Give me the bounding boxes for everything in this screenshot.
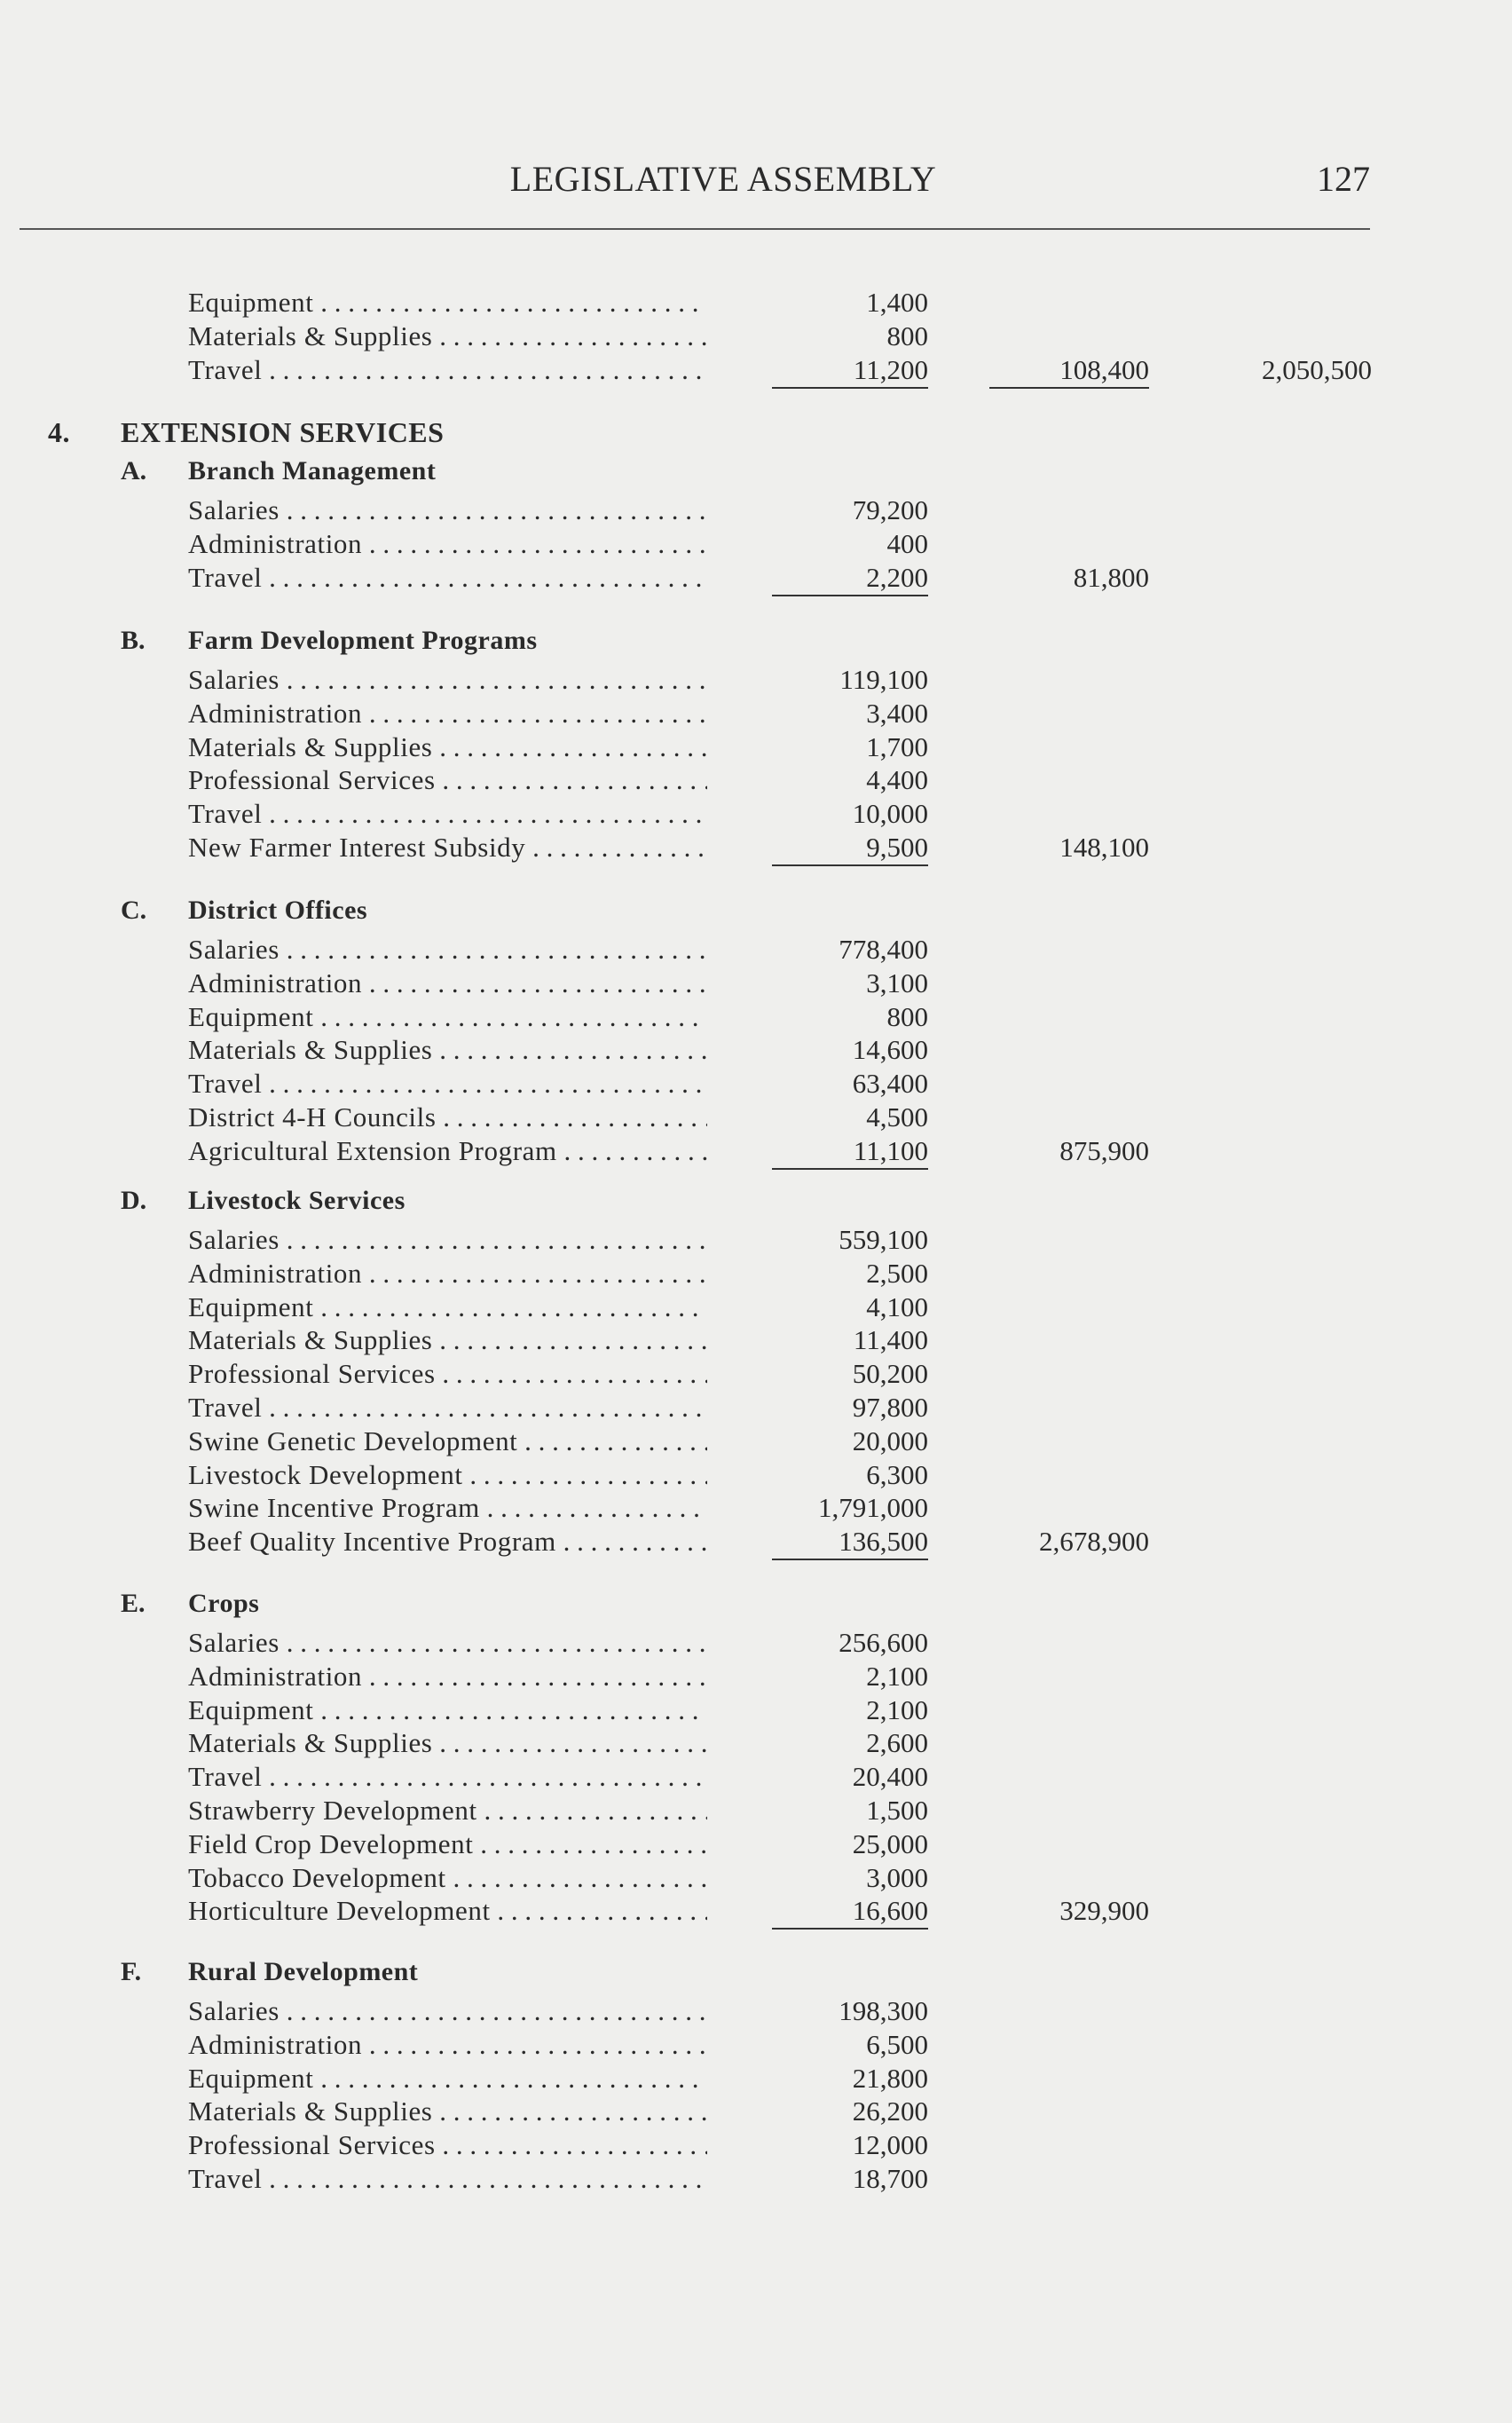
- line-item: [0, 1491, 1512, 1525]
- line-item: [0, 527, 1512, 561]
- page-number: 127: [1317, 159, 1370, 199]
- line-item-label: Materials & Supplies . . .: [188, 320, 707, 353]
- line-item-amount: 50,200: [852, 1358, 928, 1389]
- line-item-label: Strawberry Development . . .: [188, 1794, 707, 1827]
- line-item-amount: 21,800: [852, 2063, 928, 2094]
- line-item-amount: 800: [886, 320, 928, 351]
- line-item-label: Administration . . .: [188, 1257, 707, 1290]
- line-item-amount: 778,400: [839, 934, 928, 965]
- line-item: [0, 1794, 1512, 1827]
- subsection-letter: C.: [121, 896, 147, 925]
- line-item: [0, 320, 1512, 353]
- subtotal-amount: 81,800: [1073, 562, 1149, 593]
- line-item-label: Travel . . .: [188, 353, 707, 387]
- line-item-label: Equipment . . .: [188, 1000, 707, 1034]
- subtotal-amount: 108,400: [989, 353, 1149, 389]
- line-item-label: Materials & Supplies . . .: [188, 1726, 707, 1760]
- line-item: [0, 286, 1512, 320]
- section-number: 4.: [48, 416, 70, 448]
- line-item-amount: 16,600: [772, 1894, 928, 1930]
- line-item: [0, 1290, 1512, 1324]
- line-item-amount: 6,500: [866, 2029, 928, 2060]
- subsection-title: Crops: [188, 1589, 260, 1618]
- line-item: [0, 1067, 1512, 1101]
- line-item-amount: 79,200: [852, 494, 928, 525]
- line-item-amount: 119,100: [839, 664, 928, 695]
- line-item: [0, 1660, 1512, 1693]
- line-item-amount: 25,000: [852, 1828, 928, 1859]
- line-item-label: Materials & Supplies . . .: [188, 1033, 707, 1067]
- total-amount: 2,050,500: [1262, 354, 1372, 385]
- line-item-label: Administration . . .: [188, 2028, 707, 2062]
- line-item-amount: 3,400: [866, 698, 928, 729]
- line-item-amount: 20,400: [852, 1761, 928, 1792]
- line-item: [0, 1323, 1512, 1357]
- line-item-label: Salaries . . .: [188, 1223, 707, 1257]
- line-item: [0, 1894, 1512, 1928]
- line-item: [0, 763, 1512, 797]
- line-item-label: Travel . . .: [188, 1760, 707, 1794]
- line-item: [0, 797, 1512, 831]
- line-item-label: Professional Services . . .: [188, 1357, 707, 1391]
- line-item-amount: 1,500: [866, 1795, 928, 1826]
- line-item-label: Administration . . .: [188, 697, 707, 730]
- line-item-amount: 26,200: [852, 2095, 928, 2127]
- section-title: EXTENSION SERVICES: [121, 416, 445, 448]
- line-item-label: Travel . . .: [188, 2162, 707, 2196]
- line-item-amount: 20,000: [852, 1425, 928, 1456]
- line-item: [0, 1425, 1512, 1458]
- line-item-amount: 4,100: [866, 1291, 928, 1322]
- line-item: [0, 1357, 1512, 1391]
- line-item: [0, 2095, 1512, 2128]
- line-item: [0, 2028, 1512, 2062]
- line-item-label: Administration . . .: [188, 527, 707, 561]
- line-item-label: Administration . . .: [188, 967, 707, 1000]
- line-item: [0, 2162, 1512, 2196]
- line-item: [0, 1726, 1512, 1760]
- subsection-letter: A.: [121, 456, 147, 485]
- line-item-amount: 63,400: [852, 1068, 928, 1099]
- line-item-amount: 256,600: [839, 1627, 928, 1658]
- page-title: LEGISLATIVE ASSEMBLY: [509, 159, 937, 199]
- line-item-amount: 800: [886, 1001, 928, 1032]
- line-item: [0, 1000, 1512, 1034]
- line-item-label: Agricultural Extension Program . . .: [188, 1134, 707, 1168]
- subtotal-amount: 329,900: [1059, 1895, 1149, 1926]
- subtotal-amount: 2,678,900: [1039, 1526, 1149, 1557]
- subtotal-amount: 148,100: [1059, 832, 1149, 863]
- line-item: [0, 1525, 1512, 1559]
- line-item-amount: 14,600: [852, 1034, 928, 1065]
- line-item: [0, 1223, 1512, 1257]
- line-item-amount: 2,500: [866, 1258, 928, 1289]
- line-item-label: Travel . . .: [188, 1391, 707, 1425]
- line-item-label: Salaries . . .: [188, 933, 707, 967]
- line-item-amount: 4,400: [866, 764, 928, 795]
- line-item: [0, 1458, 1512, 1492]
- line-item: [0, 1626, 1512, 1660]
- line-item-label: Salaries . . .: [188, 1626, 707, 1660]
- line-item-amount: 6,300: [866, 1459, 928, 1490]
- line-item-label: Field Crop Development . . .: [188, 1827, 707, 1861]
- line-item-amount: 1,400: [866, 287, 928, 318]
- line-item: [0, 1693, 1512, 1727]
- line-item-label: Equipment . . .: [188, 286, 707, 320]
- line-item-amount: 3,000: [866, 1862, 928, 1893]
- line-item-amount: 1,791,000: [818, 1492, 928, 1523]
- line-item-label: New Farmer Interest Subsidy . . .: [188, 831, 707, 864]
- line-item-label: District 4-H Councils . . .: [188, 1101, 707, 1134]
- line-item-amount: 11,400: [853, 1324, 928, 1355]
- subsection-letter: F.: [121, 1957, 142, 1986]
- line-item: [0, 967, 1512, 1000]
- line-item-amount: 4,500: [866, 1101, 928, 1133]
- line-item: [0, 561, 1512, 595]
- line-item-label: Horticulture Development . . .: [188, 1894, 707, 1928]
- line-item-label: Salaries . . .: [188, 1994, 707, 2028]
- line-item-amount: 18,700: [852, 2163, 928, 2194]
- line-item-amount: 2,100: [866, 1661, 928, 1692]
- line-item: [0, 1033, 1512, 1067]
- line-item-label: Swine Incentive Program . . .: [188, 1491, 707, 1525]
- line-item: [0, 1101, 1512, 1134]
- line-item: [0, 933, 1512, 967]
- line-item: [0, 1134, 1512, 1168]
- line-item-label: Professional Services . . .: [188, 763, 707, 797]
- line-item-amount: 198,300: [839, 1995, 928, 2026]
- subsection-title: Farm Development Programs: [188, 626, 538, 655]
- line-item: [0, 697, 1512, 730]
- line-item-amount: 2,100: [866, 1694, 928, 1725]
- line-item-amount: 11,200: [772, 353, 928, 389]
- line-item-label: Equipment . . .: [188, 1693, 707, 1727]
- line-item-label: Tobacco Development . . .: [188, 1861, 707, 1895]
- line-item-amount: 3,100: [866, 967, 928, 998]
- line-item-label: Beef Quality Incentive Program . . .: [188, 1525, 707, 1559]
- line-item: [0, 1257, 1512, 1290]
- line-item-amount: 400: [886, 528, 928, 559]
- line-item-amount: 1,700: [866, 731, 928, 762]
- line-item-amount: 9,500: [772, 831, 928, 866]
- line-item-label: Materials & Supplies . . .: [188, 1323, 707, 1357]
- line-item-amount: 559,100: [839, 1224, 928, 1255]
- line-item-amount: 11,100: [772, 1134, 928, 1170]
- line-item-label: Administration . . .: [188, 1660, 707, 1693]
- line-item-amount: 97,800: [852, 1392, 928, 1423]
- subsection-letter: B.: [121, 626, 146, 655]
- line-item: [0, 730, 1512, 764]
- line-item: [0, 831, 1512, 864]
- line-item-label: Livestock Development . . .: [188, 1458, 707, 1492]
- subsection-letter: D.: [121, 1186, 147, 1215]
- line-item-amount: 12,000: [852, 2129, 928, 2160]
- line-item-label: Professional Services . . .: [188, 2128, 707, 2162]
- subsection-title: Livestock Services: [188, 1186, 406, 1215]
- subsection-title: Rural Development: [188, 1957, 419, 1986]
- line-item-label: Travel . . .: [188, 1067, 707, 1101]
- line-item-label: Equipment . . .: [188, 1290, 707, 1324]
- line-item-amount: 136,500: [772, 1525, 928, 1560]
- line-item-label: Materials & Supplies . . .: [188, 2095, 707, 2128]
- line-item: [0, 493, 1512, 527]
- line-item: [0, 1994, 1512, 2028]
- line-item-label: Equipment . . .: [188, 2062, 707, 2095]
- line-item: [0, 1760, 1512, 1794]
- line-item-label: Salaries . . .: [188, 493, 707, 527]
- line-item-label: Swine Genetic Development . . .: [188, 1425, 707, 1458]
- line-item: [0, 2062, 1512, 2095]
- subsection-title: Branch Management: [188, 456, 437, 485]
- subtotal-amount: 875,900: [1059, 1135, 1149, 1166]
- line-item: [0, 1827, 1512, 1861]
- line-item: [0, 1391, 1512, 1425]
- subsection-letter: E.: [121, 1589, 146, 1618]
- line-item-label: Travel . . .: [188, 797, 707, 831]
- line-item: [0, 663, 1512, 697]
- line-item-label: Materials & Supplies . . .: [188, 730, 707, 764]
- line-item-label: Salaries . . .: [188, 663, 707, 697]
- line-item: [0, 2128, 1512, 2162]
- subsection-title: District Offices: [188, 896, 368, 925]
- line-item-amount: 10,000: [852, 798, 928, 829]
- line-item: [0, 353, 1512, 387]
- line-item-amount: 2,200: [772, 561, 928, 596]
- line-item-label: Travel . . .: [188, 561, 707, 595]
- line-item-amount: 2,600: [866, 1727, 928, 1758]
- line-item: [0, 1861, 1512, 1895]
